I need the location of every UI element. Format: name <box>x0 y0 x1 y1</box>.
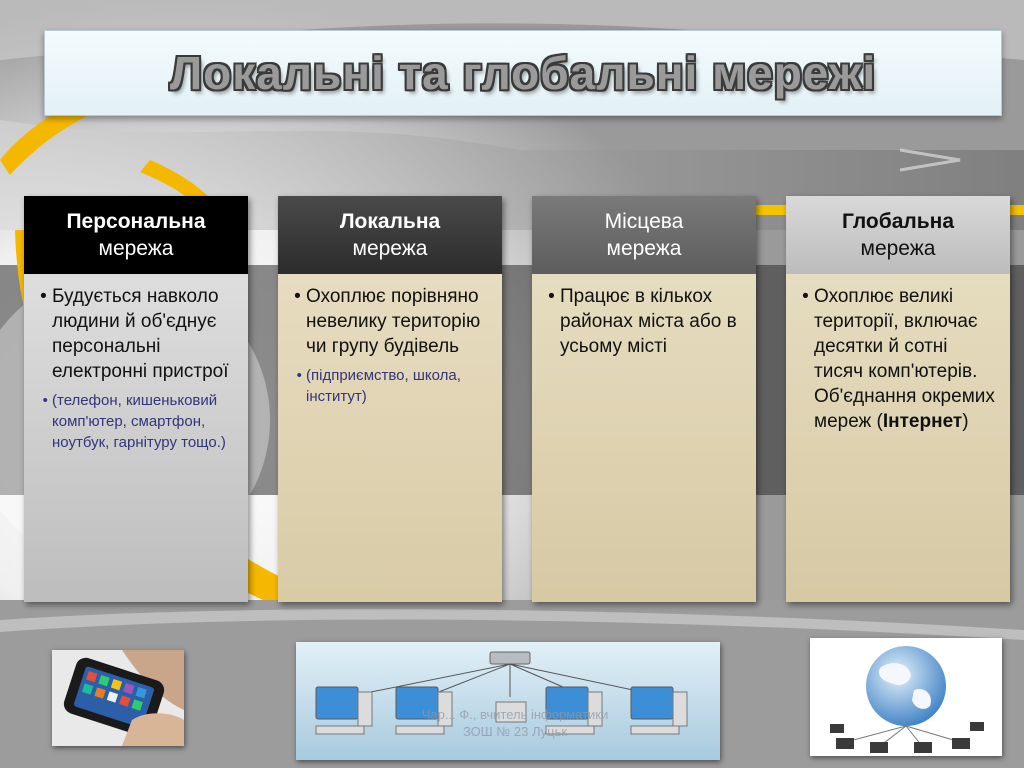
column-header <box>532 196 756 274</box>
title-banner <box>44 30 1002 116</box>
bullet-main: • Працює в кількох районах міста або в усьому місті <box>560 284 746 359</box>
smartphone-photo <box>52 650 184 746</box>
column-header-title: Локальна <box>339 210 441 233</box>
internet-keyword: Інтернет <box>882 411 963 432</box>
column-header-title: Персональна <box>66 210 206 233</box>
globe-network-image <box>810 638 1002 756</box>
column-header-title: Місцева <box>604 210 684 233</box>
footer-line: ЗОШ № 23 Луцьк <box>462 724 568 739</box>
column-body <box>786 274 1010 602</box>
column-header-subtitle: мережа <box>606 237 682 260</box>
bullet-text: Охоплює великі території, включає десятки й сотні тисяч комп'ютерів. Об'єднання окремих мереж ( <box>814 286 995 432</box>
footer-line: Чар... Ф., вчитель інформатики <box>421 707 609 722</box>
bullet-sub: • (підприємство, школа, інститут) <box>306 365 492 407</box>
column-header <box>278 196 502 274</box>
column-header <box>786 196 1010 274</box>
column-body <box>24 274 248 602</box>
column-header-subtitle: мережа <box>860 237 936 260</box>
column-personal-network <box>24 196 248 602</box>
local-network-diagram <box>296 642 720 760</box>
slide-title: Локальні та глобальні мережі <box>169 47 877 99</box>
column-header-subtitle: мережа <box>98 237 174 260</box>
bullet-main: • Охоплює порівняно невелику територію чи групу будівель <box>306 284 492 359</box>
bullet-main <box>814 284 1000 434</box>
column-body <box>532 274 756 602</box>
column-global-network <box>786 196 1010 602</box>
column-header-title: Глобальна <box>841 210 954 233</box>
bullet-main: • Будується навколо людини й об'єднує персональні електронні пристрої <box>52 284 238 384</box>
column-local-network <box>278 196 502 602</box>
author-footer <box>380 706 650 740</box>
bullet-sub: • (телефон, кишеньковий комп'ютер, смартфон, ноутбук, гарнітуру тощо.) <box>52 390 238 453</box>
column-body <box>278 274 502 602</box>
column-header-subtitle: мережа <box>352 237 428 260</box>
column-header <box>24 196 248 274</box>
bullet-text-end: ) <box>962 411 969 432</box>
column-metropolitan-network <box>532 196 756 602</box>
